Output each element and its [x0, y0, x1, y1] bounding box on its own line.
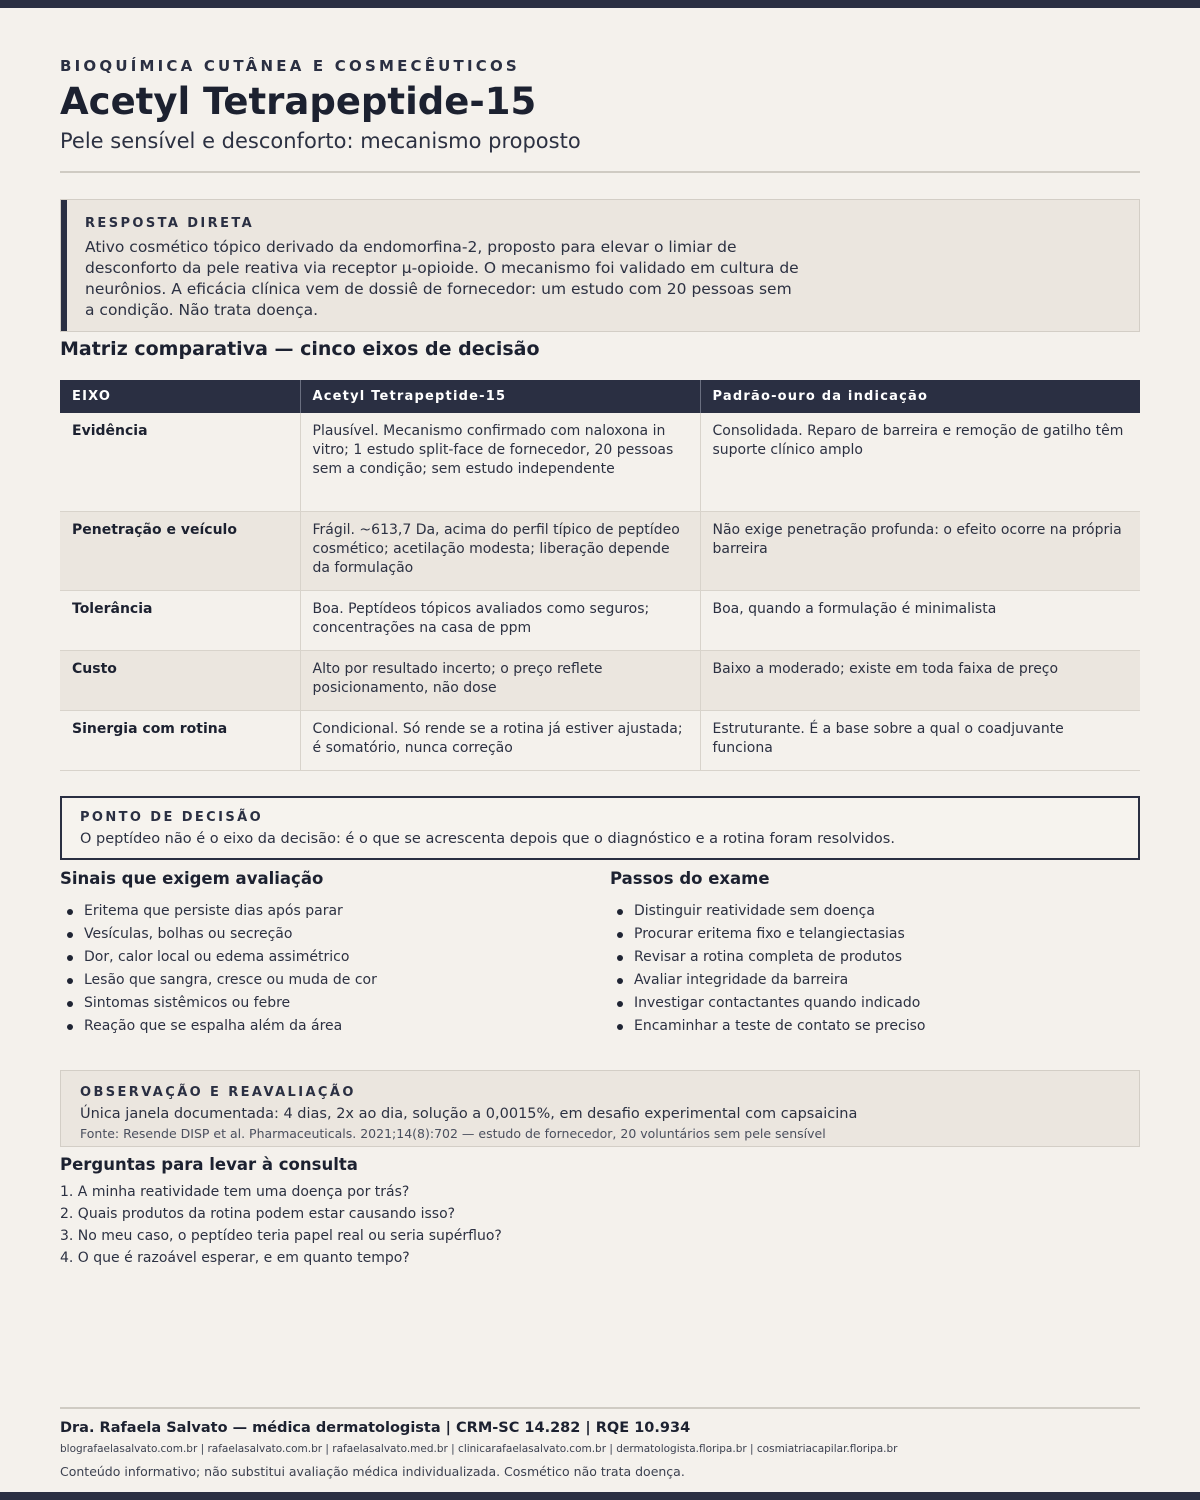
bullet-icon: [67, 932, 73, 938]
answer-label: RESPOSTA DIRETA: [85, 216, 255, 231]
matrix-heading: Matriz comparativa — cinco eixos de decisão: [60, 338, 540, 360]
questions-list: [60, 1181, 502, 1269]
observation-text: Única janela documentada: 4 dias, 2x ao dia, solução a 0,0015%, em desafio experimental com capsaicina: [80, 1106, 858, 1122]
list-item: 4. O que é razoável esperar, e em quanto tempo?: [60, 1250, 410, 1266]
decision-point-box: [60, 796, 1140, 860]
list-item: [60, 923, 377, 946]
observation-label: OBSERVAÇÃO E REAVALIAÇÃO: [80, 1085, 356, 1100]
row-axis: Tolerância: [60, 590, 300, 650]
table-row: [60, 511, 1140, 590]
list-item: [60, 946, 377, 969]
bullet-icon: [67, 909, 73, 915]
matrix-header-axis: EIXO: [60, 380, 300, 413]
observation-box: [60, 1070, 1140, 1147]
list-item: [60, 900, 377, 923]
bullet-icon: [67, 955, 73, 961]
list-item-text: Avaliar integridade da barreira: [634, 972, 849, 988]
bullet-icon: [67, 978, 73, 984]
list-item-text: Sintomas sistêmicos ou febre: [84, 995, 291, 1011]
observation-source: Fonte: Resende DISP et al. Pharmaceuticals. 2021;14(8):702 — estudo de fornecedor, 20 voluntários sem pele sensível: [80, 1126, 826, 1141]
row-gold: Não exige penetração profunda: o efeito ocorre na própria barreira: [700, 511, 1140, 590]
questions-heading: Perguntas para levar à consulta: [60, 1155, 358, 1174]
page-subtitle: Pele sensível e desconforto: mecanismo proposto: [60, 129, 581, 153]
row-axis: Custo: [60, 650, 300, 710]
bullet-icon: [617, 909, 623, 915]
list-item-text: Reação que se espalha além da área: [84, 1018, 343, 1034]
bullet-icon: [67, 1001, 73, 1007]
row-peptide: Alto por resultado incerto; o preço reflete posicionamento, não dose: [300, 650, 700, 710]
row-peptide: Condicional. Só rende se a rotina já estiver ajustada; é somatório, nunca correção: [300, 710, 700, 770]
table-row: [60, 650, 1140, 710]
signs-list: [60, 900, 377, 1038]
row-peptide: Boa. Peptídeos tópicos avaliados como seguros; concentrações na casa de ppm: [300, 590, 700, 650]
matrix-header-gold: Padrão-ouro da indicação: [700, 380, 1140, 413]
table-row: [60, 413, 1140, 511]
row-gold: Consolidada. Reparo de barreira e remoção de gatilho têm suporte clínico amplo: [700, 413, 1140, 511]
page-kicker: BIOQUÍMICA CUTÂNEA E COSMECÊUTICOS: [60, 57, 520, 75]
row-peptide: Frágil. ~613,7 Da, acima do perfil típico de peptídeo cosmético; acetilação modesta; liberação depende da formulação: [300, 511, 700, 590]
row-axis: Evidência: [60, 413, 300, 511]
list-item-text: Dor, calor local ou edema assimétrico: [84, 949, 350, 965]
answer-accent-bar: [61, 200, 67, 331]
matrix-header-peptide: Acetyl Tetrapeptide-15: [300, 380, 700, 413]
table-row: [60, 590, 1140, 650]
row-gold: Boa, quando a formulação é minimalista: [700, 590, 1140, 650]
list-item: [610, 923, 925, 946]
comparison-matrix: [60, 380, 1140, 771]
header-divider: [60, 171, 1140, 173]
list-item-text: Investigar contactantes quando indicado: [634, 995, 921, 1011]
page-title: Acetyl Tetrapeptide-15: [60, 80, 537, 123]
list-item-text: Vesículas, bolhas ou secreção: [84, 926, 293, 942]
answer-text: Ativo cosmético tópico derivado da endomorfina-2, proposto para elevar o limiar de desconforto da pele reativa via receptor μ-opioide. O mecanismo foi validado em cultura de neurônios. A eficácia clínica vem de dossiê de fornecedor: um estudo com 20 pessoas sem a condição. Não trata doença.: [85, 238, 799, 319]
matrix-header-row: [60, 380, 1140, 413]
row-gold: Baixo a moderado; existe em toda faixa de preço: [700, 650, 1140, 710]
list-item: [60, 992, 377, 1015]
direct-answer-box: [60, 199, 1140, 332]
bullet-icon: [617, 1001, 623, 1007]
list-item-text: Lesão que sangra, cresce ou muda de cor: [84, 972, 377, 988]
list-item-text: Eritema que persiste dias após parar: [84, 903, 343, 919]
bullet-icon: [617, 932, 623, 938]
list-item: 1. A minha reatividade tem uma doença por trás?: [60, 1184, 410, 1200]
list-item: [610, 900, 925, 923]
steps-heading: Passos do exame: [610, 869, 770, 888]
signs-heading: Sinais que exigem avaliação: [60, 869, 324, 888]
author-signature: Dra. Rafaela Salvato — médica dermatologista | CRM-SC 14.282 | RQE 10.934: [60, 1420, 691, 1436]
table-row: [60, 710, 1140, 770]
steps-list: [610, 900, 925, 1038]
list-item: 2. Quais produtos da rotina podem estar causando isso?: [60, 1206, 456, 1222]
footer-disclaimer: Conteúdo informativo; não substitui avaliação médica individualizada. Cosmético não trata doença.: [60, 1464, 685, 1479]
bullet-icon: [617, 955, 623, 961]
list-item-text: Procurar eritema fixo e telangiectasias: [634, 926, 905, 942]
bullet-icon: [617, 978, 623, 984]
list-item-text: Encaminhar a teste de contato se preciso: [634, 1018, 926, 1034]
top-accent-bar: [0, 0, 1200, 8]
row-gold: Estruturante. É a base sobre a qual o coadjuvante funciona: [700, 710, 1140, 770]
footer-sites: blografaelasalvato.com.br | rafaelasalvato.com.br | rafaelasalvato.med.br | clinicarafaelasalvato.com.br | dermatologista.floripa.br | cosmiatriacapilar.floripa.br: [60, 1443, 898, 1455]
bottom-accent-bar: [0, 1492, 1200, 1500]
list-item: 3. No meu caso, o peptídeo teria papel real ou seria supérfluo?: [60, 1228, 502, 1244]
row-axis: Penetração e veículo: [60, 511, 300, 590]
footer-divider: [60, 1407, 1140, 1409]
decision-text: O peptídeo não é o eixo da decisão: é o que se acrescenta depois que o diagnóstico e a rotina foram resolvidos.: [80, 831, 895, 847]
list-item: [610, 992, 925, 1015]
list-item-text: Distinguir reatividade sem doença: [634, 903, 875, 919]
list-item: [610, 969, 925, 992]
row-axis: Sinergia com rotina: [60, 710, 300, 770]
bullet-icon: [617, 1024, 623, 1030]
list-item: [610, 946, 925, 969]
list-item: [610, 1015, 925, 1038]
row-peptide: Plausível. Mecanismo confirmado com naloxona in vitro; 1 estudo split-face de fornecedor, 20 pessoas sem a condição; sem estudo independente: [300, 413, 700, 511]
bullet-icon: [67, 1024, 73, 1030]
list-item: [60, 969, 377, 992]
list-item: [60, 1015, 377, 1038]
decision-label: PONTO DE DECISÃO: [80, 810, 264, 825]
list-item-text: Revisar a rotina completa de produtos: [634, 949, 903, 965]
